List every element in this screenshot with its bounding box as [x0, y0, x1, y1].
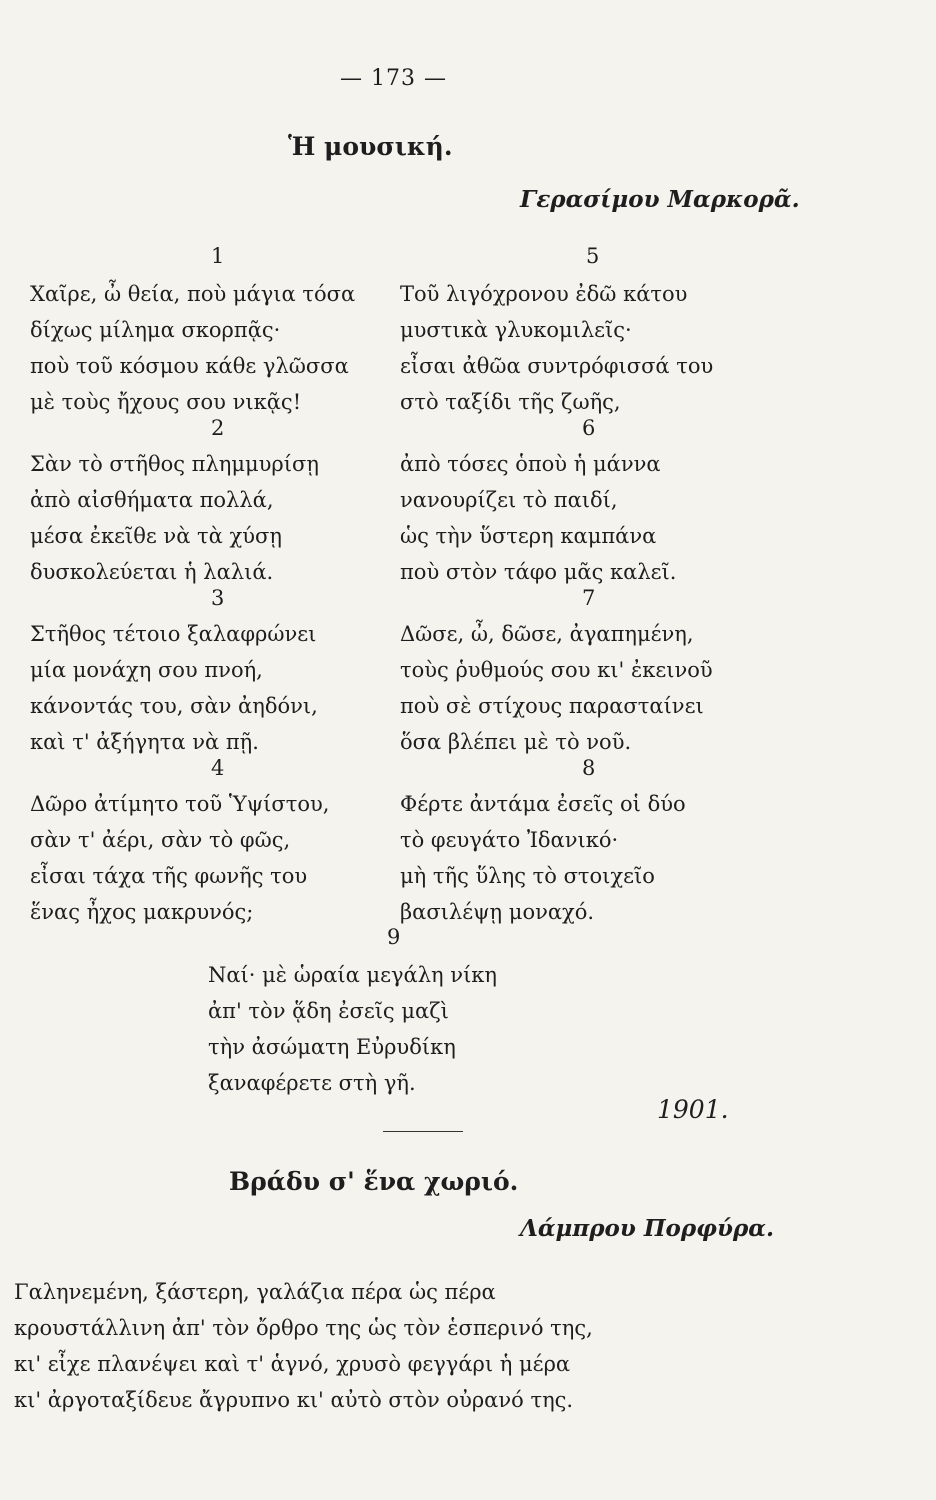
verse-line: τὴν ἀσώματη Εὐρυδίκη — [208, 1035, 456, 1059]
stanza-number: 3 — [211, 586, 225, 610]
verse-line: δίχως μίλημα σκορπᾷς· — [30, 318, 281, 342]
verse-line: νανουρίζει τὸ παιδί, — [400, 488, 618, 512]
verse-line: Σὰν τὸ στῆθος πλημμυρίσῃ — [30, 452, 319, 476]
stanza-number: 6 — [582, 416, 596, 440]
verse-line: Ναί· μὲ ὡραία μεγάλη νίκη — [208, 963, 498, 987]
page-number: — 173 — — [340, 66, 447, 91]
verse-line: κι' εἶχε πλανέψει καὶ τ' ἁγνό, χρυσὸ φεγγάρι ἡ μέρα — [14, 1352, 571, 1376]
verse-line: Φέρτε ἀντάμα ἐσεῖς οἱ δύο — [400, 792, 686, 816]
verse-line: εἶσαι τάχα τῆς φωνῆς του — [30, 864, 308, 888]
verse-line: καὶ τ' ἀξήγητα νὰ πῇ. — [30, 730, 259, 754]
verse-line: κι' ἀργοταξίδευε ἄγρυπνο κι' αὐτὸ στὸν οὐρανό της. — [14, 1388, 574, 1412]
verse-line: Δῶσε, ὦ, δῶσε, ἀγαπημένη, — [400, 622, 694, 646]
verse-line: ἕνας ἦχος μακρυνός; — [30, 900, 254, 924]
verse-line: κρουστάλλινη ἀπ' τὸν ὄρθρο της ὡς τὸν ἑσπερινό της, — [14, 1316, 593, 1340]
verse-line: ὅσα βλέπει μὲ τὸ νοῦ. — [400, 730, 632, 754]
verse-line: ποὺ στὸν τάφο μᾶς καλεῖ. — [400, 560, 677, 584]
verse-line: μυστικὰ γλυκομιλεῖς· — [400, 318, 632, 342]
poem-title: Ἡ μουσική. — [288, 132, 453, 161]
verse-line: ἀπ' τὸν ᾅδη ἐσεῖς μαζὶ — [208, 999, 449, 1023]
verse-line: μὴ τῆς ὕλης τὸ στοιχεῖο — [400, 864, 655, 888]
stanza-number: 7 — [582, 586, 596, 610]
stanza-number: 8 — [582, 756, 596, 780]
poem-title: Βράδυ σ' ἕνα χωριό. — [229, 1167, 519, 1196]
verse-line: μὲ τοὺς ἤχους σου νικᾷς! — [30, 390, 302, 414]
verse-line: ἀπὸ αἰσθήματα πολλά, — [30, 488, 274, 512]
verse-line: τὸ φευγάτο Ἰδανικό· — [400, 828, 619, 852]
verse-line: Τοῦ λιγόχρονου ἐδῶ κάτου — [400, 282, 688, 306]
stanza-number: 4 — [211, 756, 225, 780]
verse-line: ποὺ σὲ στίχους παρασταίνει — [400, 694, 704, 718]
verse-line: Δῶρο ἀτίμητο τοῦ Ὑψίστου, — [30, 792, 330, 816]
verse-line: δυσκολεύεται ἡ λαλιά. — [30, 560, 274, 584]
verse-line: στὸ ταξίδι τῆς ζωῆς, — [400, 390, 621, 414]
verse-line: ποὺ τοῦ κόσμου κάθε γλῶσσα — [30, 354, 349, 378]
verse-line: Γαληνεμένη, ξάστερη, γαλάζια πέρα ὡς πέρα — [14, 1280, 496, 1304]
poem-author: Λάμπρου Πορφύρα. — [520, 1215, 774, 1242]
verse-line: τοὺς ῥυθμούς σου κι' ἐκεινοῦ — [400, 658, 713, 682]
verse-line: Στῆθος τέτοιο ξαλαφρώνει — [30, 622, 317, 646]
poem-author: Γερασίμου Μαρκορᾶ. — [520, 186, 800, 213]
verse-line: Χαῖρε, ὦ θεία, ποὺ μάγια τόσα — [30, 282, 356, 306]
verse-line: μέσα ἐκεῖθε νὰ τὰ χύσῃ — [30, 524, 282, 548]
verse-line: εἶσαι ἀθῶα συντρόφισσά του — [400, 354, 714, 378]
verse-line: σὰν τ' ἀέρι, σὰν τὸ φῶς, — [30, 828, 291, 852]
verse-line: ὡς τὴν ὕστερη καμπάνα — [400, 524, 657, 548]
stanza-number: 9 — [387, 925, 401, 949]
verse-line: ἀπὸ τόσες ὁποὺ ἡ μάννα — [400, 452, 661, 476]
poem-year: 1901. — [657, 1095, 729, 1124]
verse-line: μία μονάχη σου πνοή, — [30, 658, 263, 682]
stanza-number: 5 — [586, 244, 600, 268]
stanza-number: 1 — [211, 244, 225, 268]
verse-line: ξαναφέρετε στὴ γῆ. — [208, 1071, 416, 1095]
verse-line: κάνοντάς του, σὰν ἀηδόνι, — [30, 694, 318, 718]
stanza-number: 2 — [211, 416, 225, 440]
verse-line: βασιλέψῃ μοναχό. — [400, 900, 595, 924]
section-divider — [383, 1131, 463, 1132]
